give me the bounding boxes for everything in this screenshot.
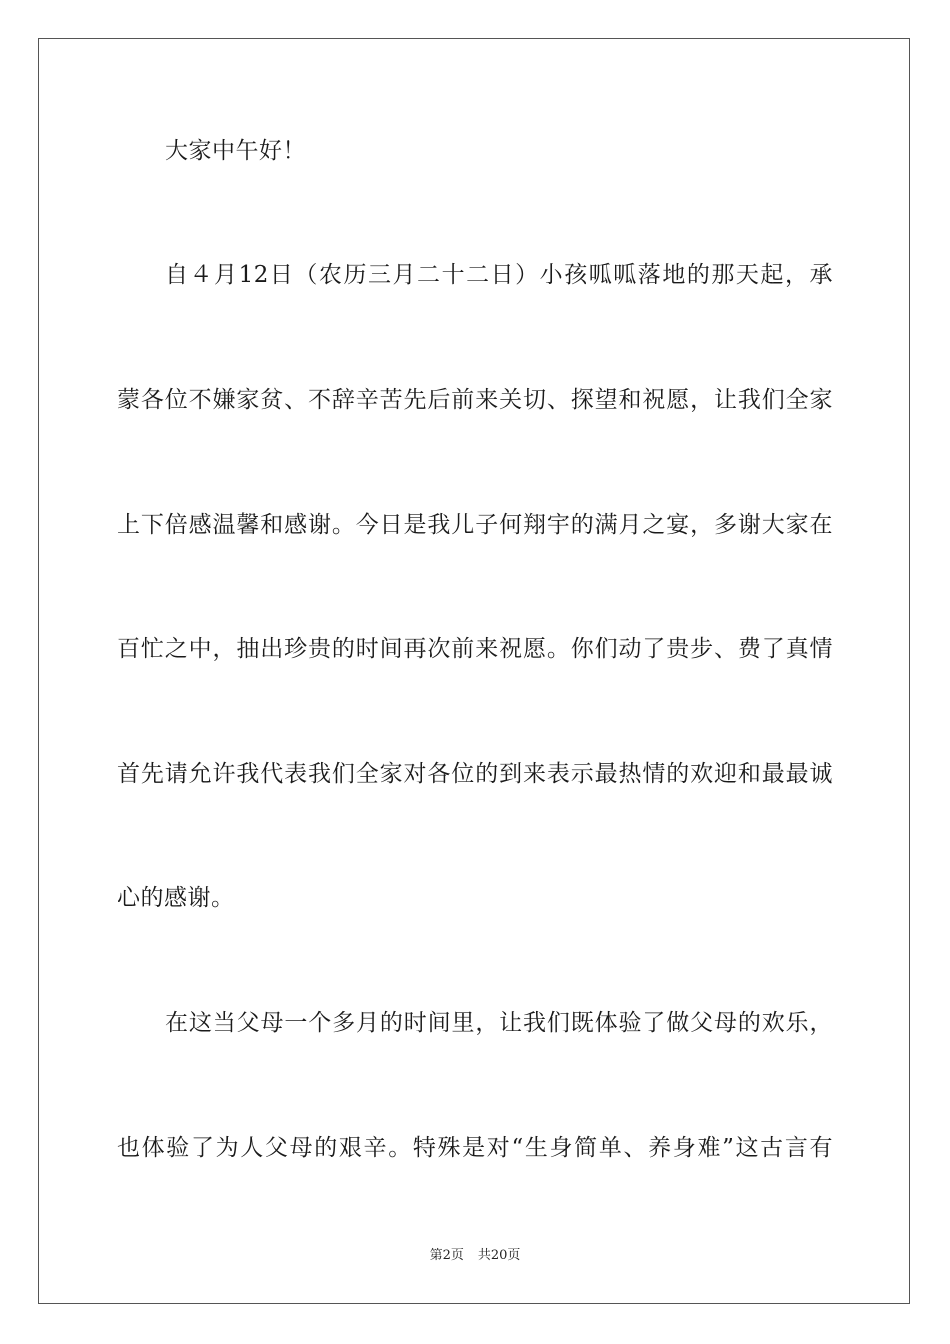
greeting-line: 大家中午好！ bbox=[165, 138, 306, 164]
paragraph-line: 蒙各位不嫌家贫、不辞辛苦先后前来关切、探望和祝愿，让我们全家 bbox=[117, 387, 833, 413]
paragraph-line: 首先请允许我代表我们全家对各位的到来表示最热情的欢迎和最最诚 bbox=[117, 761, 833, 787]
page-border bbox=[38, 38, 910, 1304]
paragraph-line: 百忙之中，抽出珍贵的时间再次前来祝愿。你们动了贵步、费了真情 bbox=[117, 636, 833, 662]
paragraph-line: 心的感谢。 bbox=[117, 885, 235, 911]
page-total: 共20页 bbox=[477, 1248, 521, 1263]
paragraph-line: 上下倍感温馨和感谢。今日是我儿子何翔宇的满月之宴，多谢大家在 bbox=[117, 512, 833, 538]
page-footer bbox=[0, 1247, 950, 1265]
paragraph-line: 也体验了为人父母的艰辛。特殊是对“生身简单、养身难”这古言有 bbox=[117, 1135, 833, 1161]
paragraph-line: 在这当父母一个多月的时间里，让我们既体验了做父母的欢乐， bbox=[165, 1010, 833, 1036]
page-number: 第2页 bbox=[429, 1248, 464, 1263]
paragraph-line: 自４月12日（农历三月二十二日）小孩呱呱落地的那天起，承 bbox=[165, 262, 833, 288]
